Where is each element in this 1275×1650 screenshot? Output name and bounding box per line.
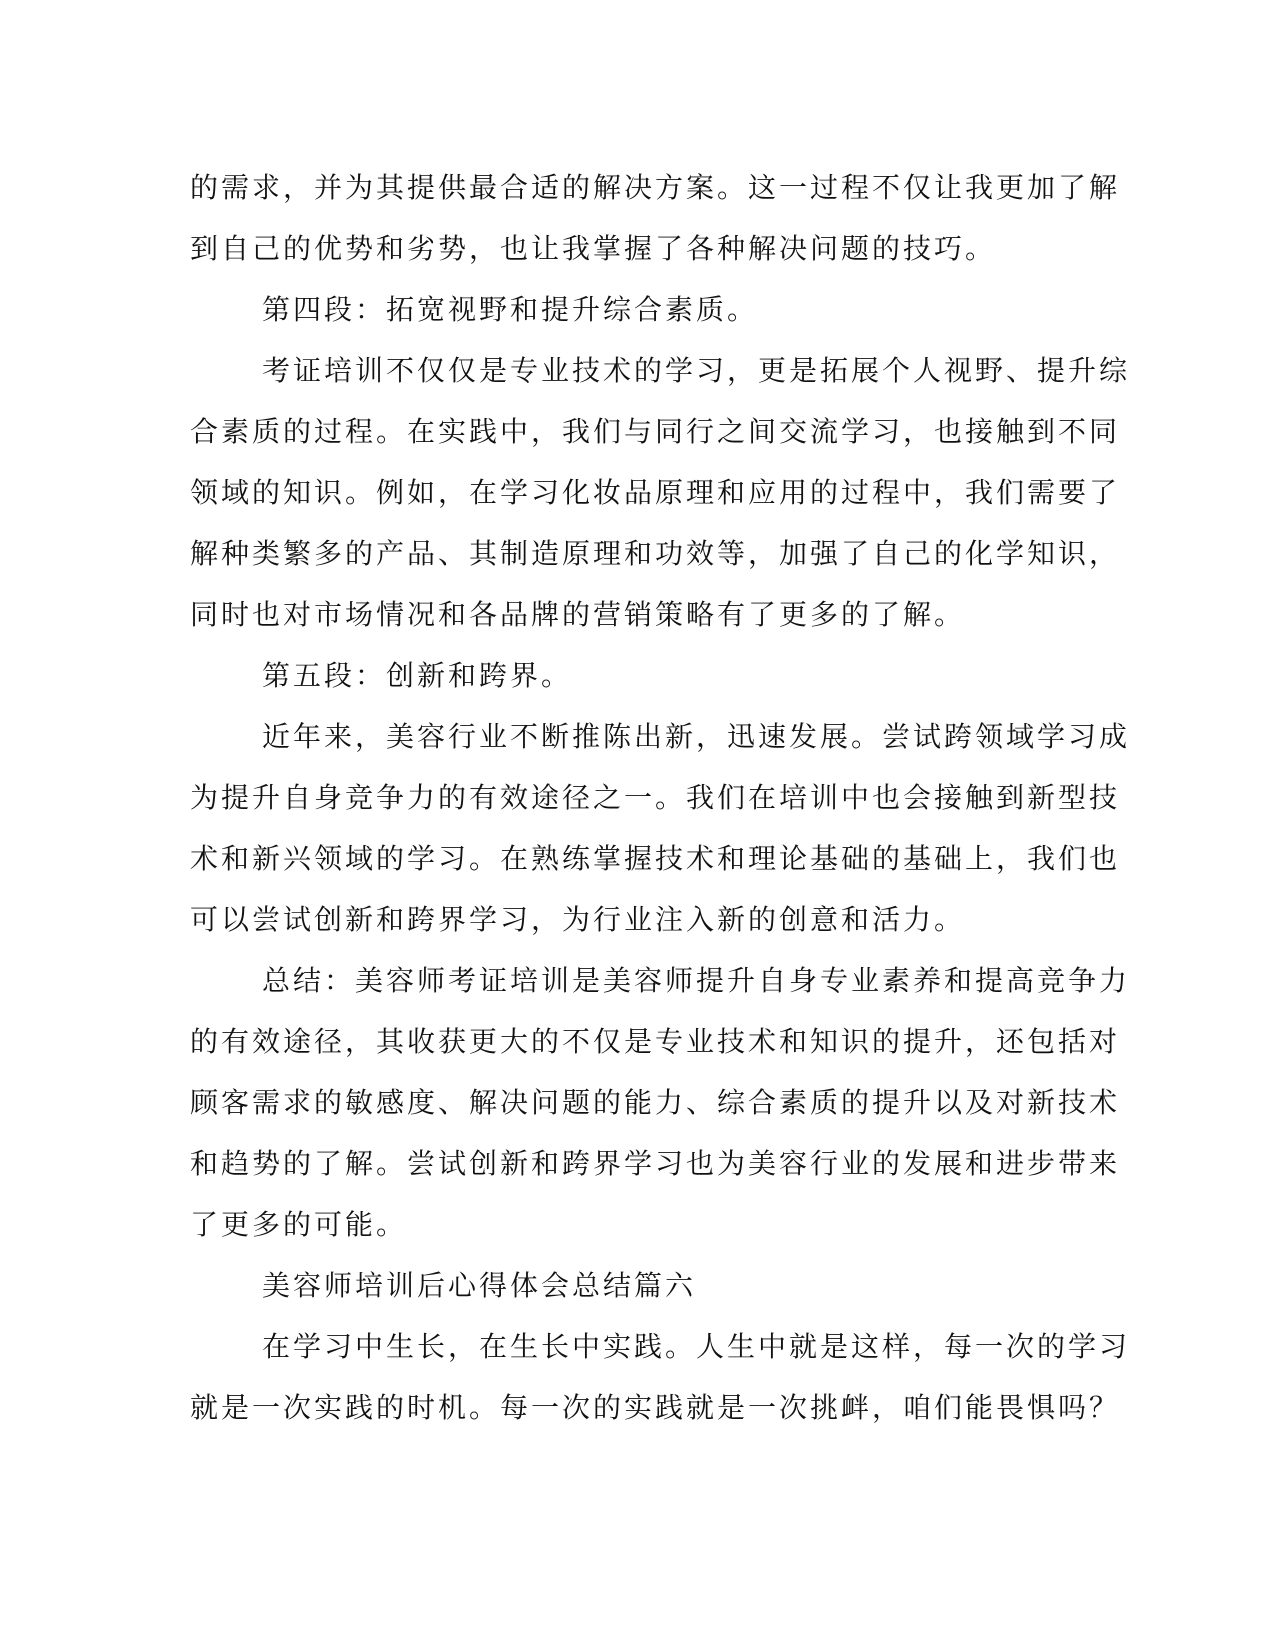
text-line: 合素质的过程。在实践中，我们与同行之间交流学习，也接触到不同	[190, 415, 1121, 448]
text-line: 领域的知识。例如，在学习化妆品原理和应用的过程中，我们需要了	[190, 476, 1121, 509]
text-line: 术和新兴领域的学习。在熟练掌握技术和理论基础的基础上，我们也	[190, 842, 1121, 875]
text-line: 的需求，并为其提供最合适的解决方案。这一过程不仅让我更加了解	[190, 171, 1121, 204]
text-line: 了更多的可能。	[190, 1208, 408, 1241]
section-heading: 第五段：创新和跨界。	[262, 659, 573, 692]
text-line: 解种类繁多的产品、其制造原理和功效等，加强了自己的化学知识，	[190, 537, 1121, 570]
document-body	[190, 157, 1131, 1438]
text-line: 到自己的优势和劣势，也让我掌握了各种解决问题的技巧。	[190, 232, 997, 265]
text-line: 同时也对市场情况和各品牌的营销策略有了更多的了解。	[190, 598, 966, 631]
text-line: 考证培训不仅仅是专业技术的学习，更是拓展个人视野、提升综	[262, 354, 1131, 387]
section-title: 美容师培训后心得体会总结篇六	[262, 1269, 697, 1302]
text-line: 总结：美容师考证培训是美容师提升自身专业素养和提高竞争力	[262, 964, 1131, 997]
text-line: 近年来，美容行业不断推陈出新，迅速发展。尝试跨领域学习成	[262, 720, 1131, 753]
text-line: 在学习中生长，在生长中实践。人生中就是这样，每一次的学习	[262, 1330, 1131, 1363]
text-line: 为提升自身竞争力的有效途径之一。我们在培训中也会接触到新型技	[190, 781, 1121, 814]
section-heading: 第四段：拓宽视野和提升综合素质。	[262, 293, 759, 326]
text-line: 可以尝试创新和跨界学习，为行业注入新的创意和活力。	[190, 903, 966, 936]
text-line: 就是一次实践的时机。每一次的实践就是一次挑衅，咱们能畏惧吗？	[190, 1391, 1121, 1424]
text-line: 和趋势的了解。尝试创新和跨界学习也为美容行业的发展和进步带来	[190, 1147, 1121, 1180]
text-line: 顾客需求的敏感度、解决问题的能力、综合素质的提升以及对新技术	[190, 1086, 1121, 1119]
text-line: 的有效途径，其收获更大的不仅是专业技术和知识的提升，还包括对	[190, 1025, 1121, 1058]
